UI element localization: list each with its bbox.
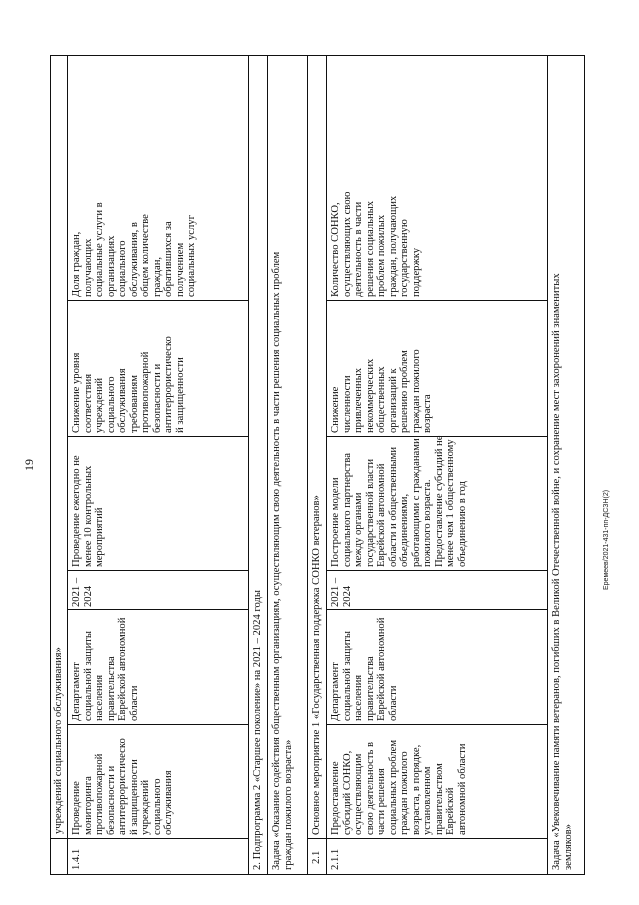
col-divider (67, 570, 248, 571)
executor-cell: Департамент социальной защиты населения правительства Еврейской автономной области (71, 617, 140, 721)
document-code-footer: Еремеев/2021-431-пп-ДСЗН(2) (603, 489, 610, 590)
col-divider (326, 609, 547, 610)
item-number: 2.1.1 (330, 848, 341, 870)
row-divider (248, 56, 249, 874)
activity-name-cell: Предоставление субсидий СОНКО, осуществляющим свою деятельность в части решения социальных проблем граждан пожилого возраста, в порядке, установленном правительством Еврейской автономной области (330, 739, 468, 835)
col-divider (326, 570, 547, 571)
expected-result-cell: Проведение ежегодно не менее 10 контрольных мероприятий (71, 455, 105, 567)
col-divider (326, 300, 547, 301)
item-number: 2.1 (311, 850, 322, 864)
indicator-cell: Доля граждан, получающих социальные услуги в организациях социального обслуживания, в общем количестве граждан, обратившихся за получением социальных услуг (71, 202, 197, 297)
row-divider (326, 56, 327, 874)
executor-cell: Департамент социальной защиты населения правительства Еврейской автономной области (330, 617, 399, 721)
task-heading: Задача «Увековечивание памяти ветеранов, погибших в Великой Отечественной войне, и сохранение мест захоронений знаменитых земляков» (551, 273, 574, 870)
col-divider (67, 724, 248, 725)
main-activity-heading: Основное мероприятие 1 «Государственная поддержка СОНКО ветеранов» (311, 495, 322, 835)
section-heading-cell: учреждений социального обслуживания» (53, 647, 64, 834)
row-divider (307, 56, 308, 874)
activity-name-cell: Проведение мониторинга противопожарной безопасности и антитеррористическо й защищенности учреждений социального обслуживания (71, 738, 174, 835)
period-cell: 2021 – 2024 (71, 577, 94, 607)
item-number: 1.4.1 (71, 848, 82, 870)
consequence-cell: Снижение численности привлеченных некоммерческих общественных организаций к решению проблем граждан пожилого возраста (330, 349, 433, 433)
col-divider (307, 838, 547, 839)
row-divider (267, 56, 268, 874)
indicator-cell: Количество СОНКО, осуществляющих свою деятельность в части решения социальных проблем пожилых граждан, получающих государственную поддержку (330, 191, 422, 297)
program-table (50, 55, 585, 875)
col-divider (51, 838, 248, 839)
task-heading: Задача «Оказание содействия общественным организациям, осуществляющим свою деятельность в части решения социальных проблем граждан пожилого возраста» (271, 251, 294, 870)
row-divider (547, 56, 548, 874)
col-divider (67, 609, 248, 610)
rotated-table-page (22, 55, 585, 875)
row-divider (67, 56, 68, 874)
col-divider (67, 300, 248, 301)
subprogram-heading: 2. Подпрограмма 2 «Старшее поколение» на 2021 – 2024 годы (252, 590, 263, 870)
page-number: 19 (22, 459, 36, 471)
col-divider (67, 436, 248, 437)
consequence-cell: Снижение уровня соответствия учреждений социального обслуживания требованиям противопожарной безопасности и антитеррористическо й защищенности (71, 336, 186, 433)
expected-result-cell: Построение модели социального партнерства между органами государственной власти Еврейской автономной области и общественными объединениями, работающими с гражданами пожилого возраста. Предоставление субсидий не менее чем 1 общественному объединению в год (330, 435, 468, 567)
col-divider (326, 724, 547, 725)
period-cell: 2021 – 2024 (330, 577, 353, 607)
